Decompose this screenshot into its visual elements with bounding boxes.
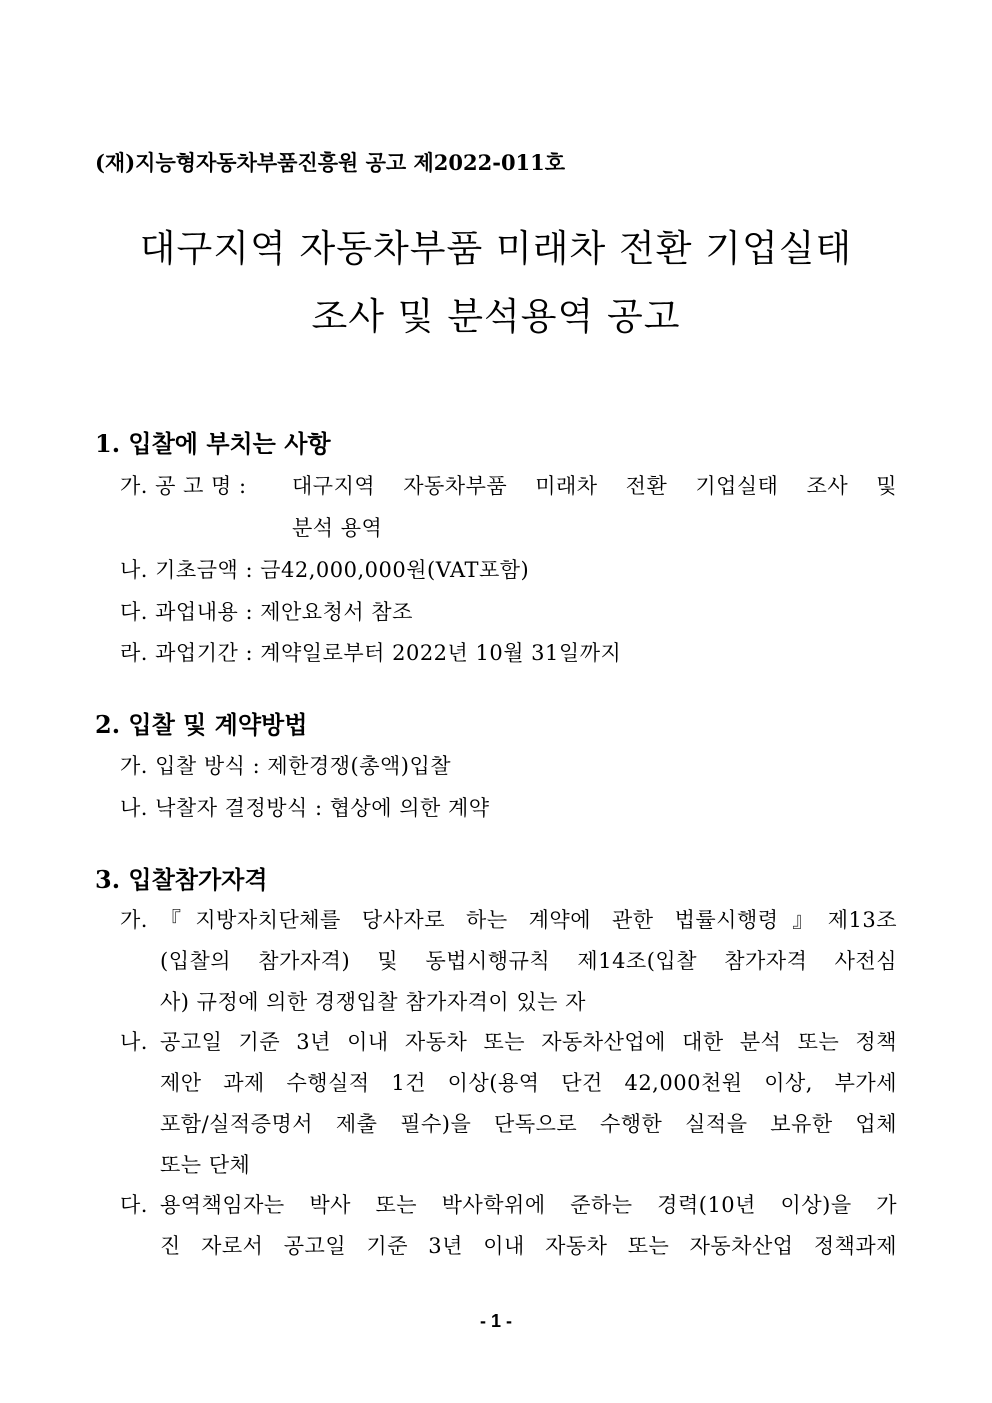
page-number: - 1 - [479,1311,512,1331]
section-3-item-a-line-2: (입찰의 참가자격) 및 동법시행규칙 제14조(입찰 참가자격 사전심 [160,949,897,973]
notice-number: (재)지능형자동차부품진흥원 공고 제2022-011호 [95,150,566,175]
section-3-item-b-line-4: 또는 단체 [160,1153,251,1177]
section-2-heading: 2. 입찰 및 계약방법 [95,710,308,739]
section-3-item-b-line-2: 제안 과제 수행실적 1건 이상(용역 단건 42,000천원 이상, 부가세 [160,1071,897,1095]
document-title-line-2: 조사 및 분석용역 공고 [311,295,681,338]
section-3-item-a-line-1: 『지방자치단체를 당사자로 하는 계약에 관한 법률시행령』제13조 [160,908,897,932]
section-1-item-c: 다. 과업내용 : 제안요청서 참조 [120,600,413,624]
section-1-item-a-text: 대구지역 자동차부품 미래차 전환 기업실태 조사 및 [292,474,897,498]
section-3-item-b-line-3: 포함/실적증명서 제출 필수)을 단독으로 수행한 실적을 보유한 업체 [160,1112,897,1136]
section-3-item-b-marker: 나. [120,1030,148,1054]
section-3-item-c-line-1: 용역책임자는 박사 또는 박사학위에 준하는 경력(10년 이상)을 가 [160,1193,897,1217]
section-1-item-d: 라. 과업기간 : 계약일로부터 2022년 10월 31일까지 [120,641,622,665]
section-1-heading: 1. 입찰에 부치는 사항 [95,429,331,458]
section-1-item-b: 나. 기초금액 : 금42,000,000원(VAT포함) [120,558,530,582]
section-3-item-b-line-1: 공고일 기준 3년 이내 자동차 또는 자동차산업에 대한 분석 또는 정책 [160,1030,897,1054]
section-1-item-a-label: 가. 공 고 명 : [120,474,247,498]
section-3-item-c-line-2: 진 자로서 공고일 기준 3년 이내 자동차 또는 자동차산업 정책과제 [160,1234,897,1258]
section-2-item-b: 나. 낙찰자 결정방식 : 협상에 의한 계약 [120,796,490,820]
section-3-item-c-marker: 다. [120,1193,148,1217]
section-1-item-a-text-cont: 분석 용역 [292,516,383,540]
section-3-heading: 3. 입찰참가자격 [95,865,268,894]
document-title-line-1: 대구지역 자동차부품 미래차 전환 기업실태 [139,227,853,270]
section-2-item-a: 가. 입찰 방식 : 제한경쟁(총액)입찰 [120,754,452,778]
section-3-item-a-marker: 가. [120,908,148,932]
section-3-item-a-line-3: 사) 규정에 의한 경쟁입찰 참가자격이 있는 자 [160,990,586,1014]
